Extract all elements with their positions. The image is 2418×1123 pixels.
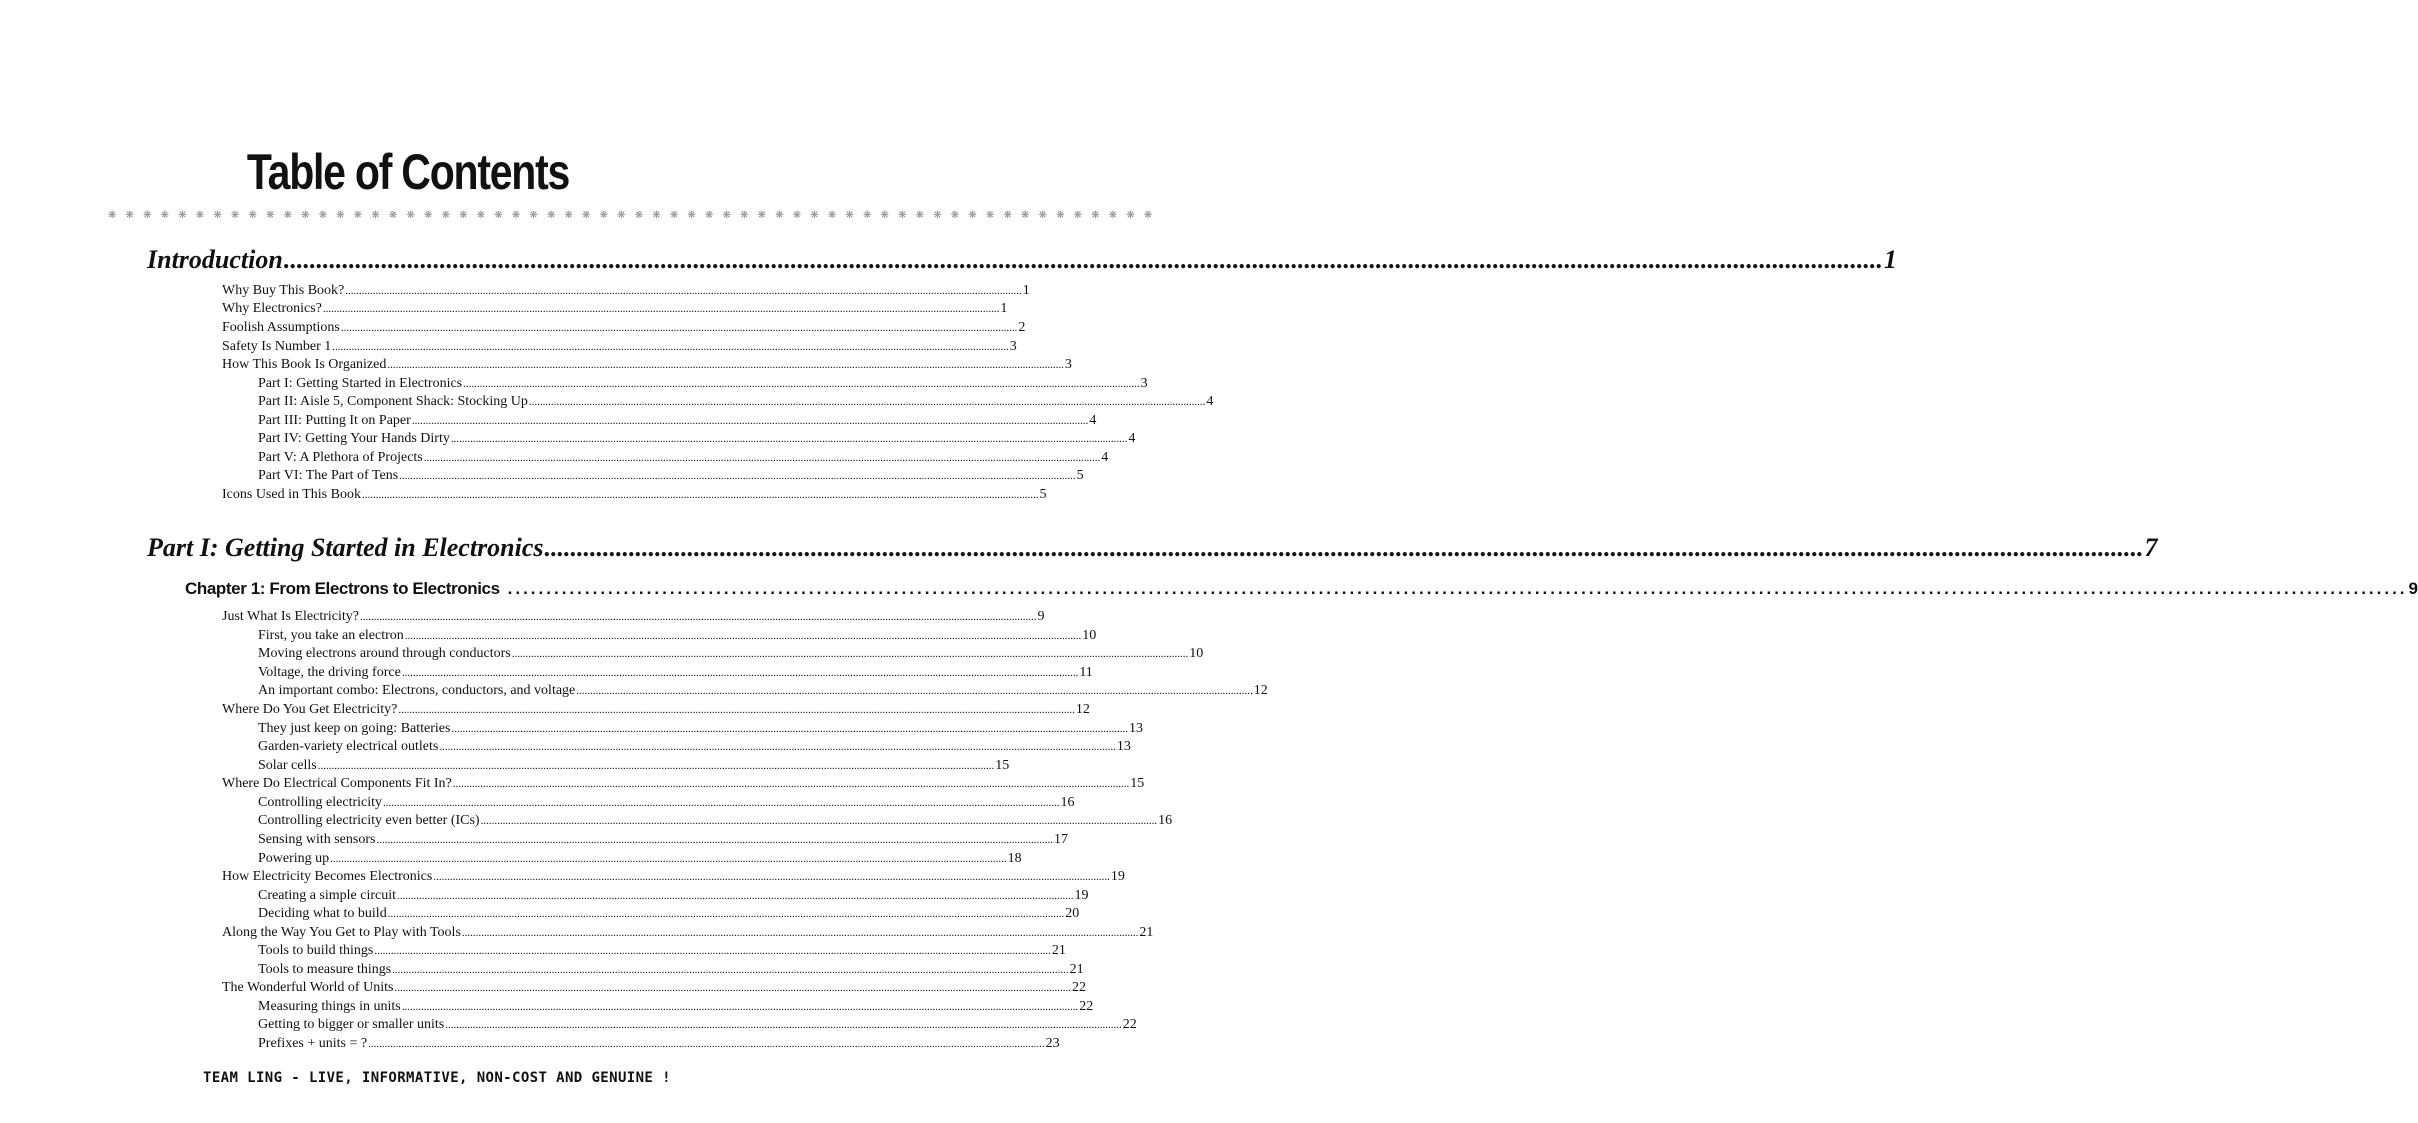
toc-part-1-title: Part I: Getting Started in Electronics [147,533,544,562]
toc-subentry[interactable]: Deciding what to build ..... 20 [258,905,697,923]
toc-subentry[interactable]: Voltage, the driving force ..... 11 [258,664,697,682]
toc-entry[interactable]: The Wonderful World of Units ..... 22 [222,979,697,997]
leader-dots [508,578,2408,600]
toc-introduction-title: Introduction [147,245,283,274]
toc-entry[interactable]: How This Book Is Organized ..... 3 [222,356,697,374]
toc-subentry[interactable]: An important combo: Electrons, conductors, and voltage ..... 12 [258,682,697,700]
toc-subentry[interactable]: First, you take an electron ..... 10 [258,627,697,645]
toc-entry[interactable]: Why Electronics? ..... 1 [222,300,697,318]
toc-part-1-page: 7 [2144,533,2158,562]
toc-entry[interactable]: Where Do You Get Electricity? ..... 12 [222,701,697,719]
toc-entry[interactable]: How Electricity Becomes Electronics ..... 19 [222,868,697,886]
toc-subentry[interactable]: Measuring things in units ..... 22 [258,998,697,1016]
toc-subentry[interactable]: Part IV: Getting Your Hands Dirty ..... 4 [258,430,697,448]
toc-entry[interactable]: Foolish Assumptions ..... 2 [222,319,697,337]
toc-introduction-page: 1 [1883,245,1897,274]
toc-subentry[interactable]: Part III: Putting It on Paper ..... 4 [258,412,697,430]
toc-subentry[interactable]: Part I: Getting Started in Electronics ..... 3 [258,375,697,393]
toc-subentry[interactable]: Prefixes + units = ? ..... 23 [258,1035,697,1053]
toc-entry[interactable]: Just What Is Electricity? ..... 9 [222,608,697,626]
toc-subentry[interactable]: Part V: A Plethora of Projects ..... 4 [258,449,697,467]
toc-entry[interactable]: Along the Way You Get to Play with Tools ..... 21 [222,924,697,942]
toc-chapter-1-page: 9 [2408,579,2418,598]
toc-subentry[interactable]: Getting to bigger or smaller units ..... 22 [258,1016,697,1034]
toc-subentry[interactable]: Controlling electricity even better (ICs) ..... 16 [258,812,697,830]
toc-subentry[interactable]: Controlling electricity ..... 16 [258,794,697,812]
toc-subentry[interactable]: Tools to measure things ..... 21 [258,961,697,979]
toc-chapter-1[interactable] [185,578,2418,600]
toc-subentry[interactable]: Tools to build things ..... 21 [258,942,697,960]
ornament-divider: ❋ ❋ ❋ ❋ ❋ ❋ ❋ ❋ ❋ ❋ ❋ ❋ ❋ ❋ ❋ ❋ ❋ ❋ ❋ ❋ ❋ ❋ ❋ ❋ ❋ ❋ ❋ ❋ ❋ ❋ ❋ ❋ ❋ ❋ ❋ ❋ ❋ ❋ ❋ ❋ ❋ ❋ ❋ ❋ ❋ ❋ ❋ ❋ ❋ ❋ ❋ ❋ ❋ ❋ ❋ ❋ ❋ ❋ ❋ ❋ [108,210,1156,221]
toc-entry[interactable]: Safety Is Number 1 ..... 3 [222,338,697,356]
leader-dots [284,245,1883,275]
toc-entry[interactable]: Where Do Electrical Components Fit In? ..... 15 [222,775,697,793]
toc-subentry[interactable]: Part VI: The Part of Tens ..... 5 [258,467,697,485]
toc-subentry[interactable]: Part II: Aisle 5, Component Shack: Stocking Up ..... 4 [258,393,697,411]
toc-entry[interactable]: Why Buy This Book? ..... 1 [222,282,697,300]
toc-chapter-1-title: Chapter 1: From Electrons to Electronics [185,579,500,598]
toc-subentry[interactable]: Solar cells ..... 15 [258,757,697,775]
toc-introduction[interactable] [147,245,1897,275]
toc-subentry[interactable]: Creating a simple circuit ..... 19 [258,887,697,905]
toc-subentry[interactable]: Moving electrons around through conductors ..... 10 [258,645,697,663]
toc-subentry[interactable]: They just keep on going: Batteries ..... 13 [258,720,697,738]
page-title: Table of Contents [246,144,570,200]
toc-entry[interactable]: Icons Used in This Book ..... 5 [222,486,697,504]
footer-watermark: TEAM LING - LIVE, INFORMATIVE, NON-COST AND GENUINE ! [203,1070,671,1086]
toc-part-1[interactable] [147,533,2158,563]
toc-subentry[interactable]: Powering up ..... 18 [258,850,697,868]
leader-dots [545,533,2144,563]
toc-subentry[interactable]: Garden-variety electrical outlets ..... 13 [258,738,697,756]
toc-subentry[interactable]: Sensing with sensors ..... 17 [258,831,697,849]
